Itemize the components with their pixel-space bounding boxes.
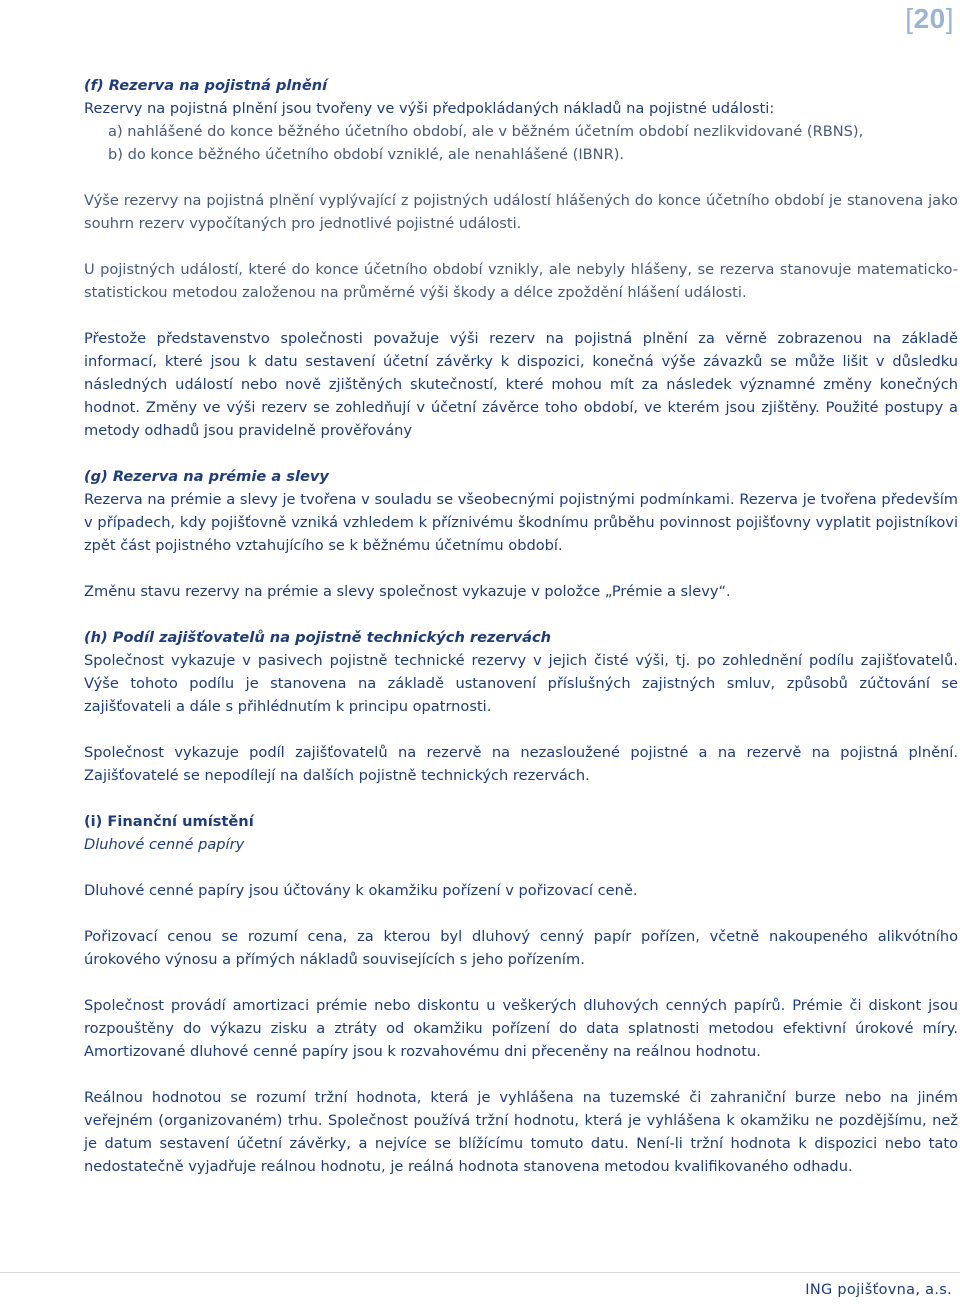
section-i-subtitle: Dluhové cenné papíry [84, 836, 245, 853]
section-f [84, 74, 958, 442]
footer-company-name: ING pojišťovna, a.s. [805, 1282, 952, 1298]
section-g-paragraph-2: Změnu stavu rezervy na prémie a slevy společnost vykazuje v položce „Prémie a slevy“. [84, 583, 731, 600]
section-g-paragraph-1: Rezerva na prémie a slevy je tvořena v souladu se všeobecnými pojistnými podmínkami. Rezerva je tvořena především v případech, kdy pojišťovně vzniká vzhledem k příznivému škodnímu průběhu povinnost pojišťovny vyplatit pojistníkovi zpět část pojistného vztahujícího se k běžnému účetnímu období. [84, 491, 958, 554]
section-g [84, 465, 958, 603]
page-number-value: 20 [913, 3, 946, 34]
section-f-paragraph-1: Výše rezervy na pojistná plnění vyplývající z pojistných událostí hlášených do konce účetního období je stanovena jako souhrn rezerv vypočítaných pro jednotlivé pojistné události. [84, 192, 958, 232]
section-f-intro: Rezervy na pojistná plnění jsou tvořeny ve výši předpokládaných nákladů na pojistné události: [84, 100, 775, 117]
section-i-paragraph-3: Společnost provádí amortizaci prémie nebo diskontu u veškerých dluhových cenných papírů. Prémie či diskont jsou rozpouštěny do výkazu zisku a ztráty od okamžiku pořízení do data splatnosti metodou efektivní úrokové míry. Amortizované dluhové cenné papíry jsou k rozvahovému dni přeceněny na reálnou hodnotu. [84, 997, 958, 1060]
section-h-paragraph-2: Společnost vykazuje podíl zajišťovatelů na rezervě na nezasloužené pojistné a na rezervě na pojistná plnění. Zajišťovatelé se nepodílejí na dalších pojistně technických rezervách. [84, 744, 958, 784]
page-number-close-bracket: ] [945, 3, 954, 34]
footer-divider [0, 1272, 960, 1273]
section-f-paragraph-2: U pojistných událostí, které do konce účetního období vznikly, ale nebyly hlášeny, se rezerva stanovuje matematicko-statistickou metodou založenou na průměrné výši škody a délce zpoždění hlášení události. [84, 261, 958, 301]
section-h-paragraph-1: Společnost vykazuje v pasivech pojistně technické rezervy v jejich čisté výši, tj. po zohlednění podílu zajišťovatelů. Výše tohoto podílu je stanovena na základě ustanovení příslušných zajistných smluv, způsobů zúčtování se zajišťovateli a dále s přihlédnutím k principu opatrnosti. [84, 652, 958, 715]
section-h [84, 626, 958, 787]
section-i-paragraph-1: Dluhové cenné papíry jsou účtovány k okamžiku pořízení v pořizovací ceně. [84, 882, 638, 899]
section-f-title: (f) Rezerva na pojistná plnění [84, 77, 328, 94]
section-i-title: (i) Finanční umístění [84, 813, 254, 830]
section-f-item-a: a) nahlášené do konce běžného účetního období, ale v běžném účetním období nezlikvidované (RBNS), [108, 123, 864, 140]
page-number-open-bracket: [ [905, 3, 914, 34]
page-number [905, 2, 954, 36]
document-body [84, 74, 958, 1178]
section-h-title: (h) Podíl zajišťovatelů na pojistně technických rezervách [84, 629, 552, 646]
section-f-paragraph-3: Přestože představenstvo společnosti považuje výši rezerv na pojistná plnění za věrně zobrazenou na základě informací, které jsou k datu sestavení účetní závěrky k dispozici, konečná výše závazků se může lišit v důsledku následných událostí nebo nově zjištěných skutečností, které mohou mít za následek významné změny konečných hodnot. Změny ve výši rezerv se zohledňují v účetní závěrce toho období, ve kterém jsou zjištěny. Použité postupy a metody odhadů jsou pravidelně prověřovány [84, 330, 958, 439]
section-g-title: (g) Rezerva na prémie a slevy [84, 468, 329, 485]
section-f-item-b: b) do konce běžného účetního období vzniklé, ale nenahlášené (IBNR). [108, 146, 625, 163]
section-i-paragraph-2: Pořizovací cenou se rozumí cena, za kterou byl dluhový cenný papír pořízen, včetně nakoupeného alikvótního úrokového výnosu a přímých nákladů souvisejících s jeho pořízením. [84, 928, 958, 968]
section-i [84, 810, 958, 1178]
section-i-paragraph-4: Reálnou hodnotou se rozumí tržní hodnota, která je vyhlášena na tuzemské či zahraniční burze nebo na jiném veřejném (organizovaném) trhu. Společnost používá tržní hodnotu, která je vyhlášena k okamžiku ne pozdějšímu, než je datum sestavení účetní závěrky, a nejvíce se blížícímu tomuto datu. Není-li tržní hodnota k dispozici nebo tato nedostatečně vyjadřuje reálnou hodnotu, je reálná hodnota stanovena metodou kvalifikovaného odhadu. [84, 1089, 958, 1175]
